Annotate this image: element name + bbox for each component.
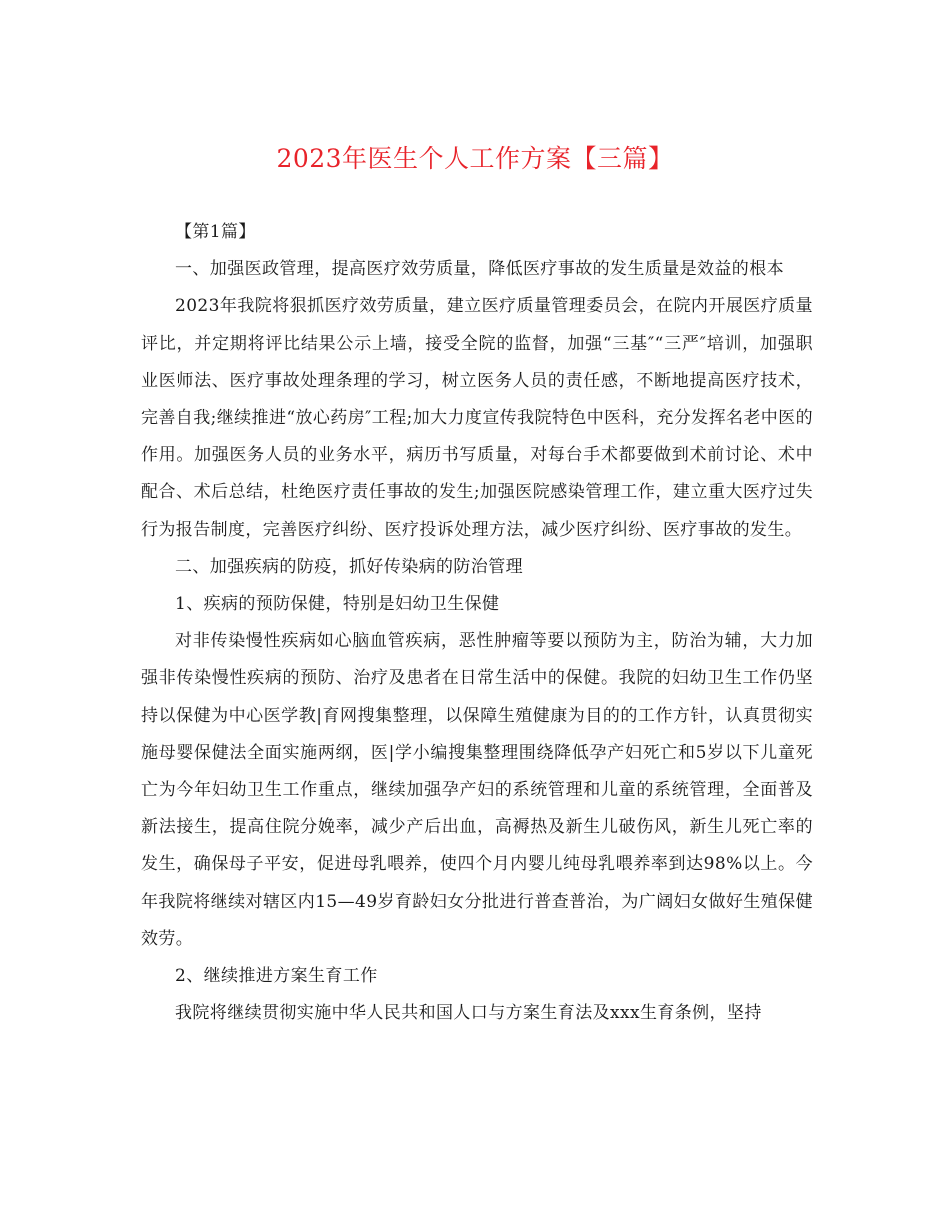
subheading-maternal-child-health: 1、疾病的预防保健，特别是妇幼卫生保健 [175,594,500,615]
section-heading-part-1: 【第1篇】 [175,222,256,242]
document-body [141,214,813,1032]
paragraph-family-planning: 我院将继续贯彻实施中华人民共和国人口与方案生育法及xxx生育条例，坚持 [175,1003,762,1024]
heading-disease-prevention: 二、加强疾病的防疫，抓好传染病的防治管理 [175,556,523,577]
paragraph-chronic-disease-care: 对非传染慢性疾病如心脑血管疾病，恶性肿瘤等要以预防为主，防治为辅，大力加强非传染慢性疾病的预防、治疗及患者在日常生活中的保健。我院的妇幼卫生工作仍坚持以保健为中心医学教|育网搜集整理，以保障生殖健康为目的的工作方针，认真贯彻实施母婴保健法全面实施两纲，医|学小编搜集整理围绕降低孕产妇死亡和5岁以下儿童死亡为今年妇幼卫生工作重点，继续加强孕产妇的系统管理和儿童的系统管理，全面普及新法接生，提高住院分娩率，减少产后出血，高褥热及新生儿破伤风，新生儿死亡率的发生，确保母子平安，促进母乳喂养，使四个月内婴儿纯母乳喂养率到达98%以上。今年我院将继续对辖区内15—49岁育龄妇女分批进行普查普治，为广阔妇女做好生殖保健效劳。 [141,631,813,949]
paragraph-quality-management: 2023年我院将狠抓医疗效劳质量，建立医疗质量管理委员会，在院内开展医疗质量评比，并定期将评比结果公示上墙，接受全院的监督，加强“三基″“三严″培训，加强职业医师法、医疗事故处理条理的学习，树立医务人员的责任感，不断地提高医疗技术，完善自我;继续推进“放心药房″工程;加大力度宣传我院特色中医科，充分发挥名老中医的作用。加强医务人员的业务水平，病历书写质量，对每台手术都要做到术前讨论、术中配合、术后总结，杜绝医疗责任事故的发生;加强医院感染管理工作，建立重大医疗过失行为报告制度，完善医疗纠纷、医疗投诉处理方法，减少医疗纠纷、医疗事故的发生。 [141,296,813,540]
heading-strengthen-medical-administration: 一、加强医政管理，提高医疗效劳质量，降低医疗事故的发生质量是效益的根本 [175,259,784,280]
subheading-family-planning: 2、继续推进方案生育工作 [175,966,378,987]
document-title: 2023年医生个人工作方案【三篇】 [276,144,674,173]
